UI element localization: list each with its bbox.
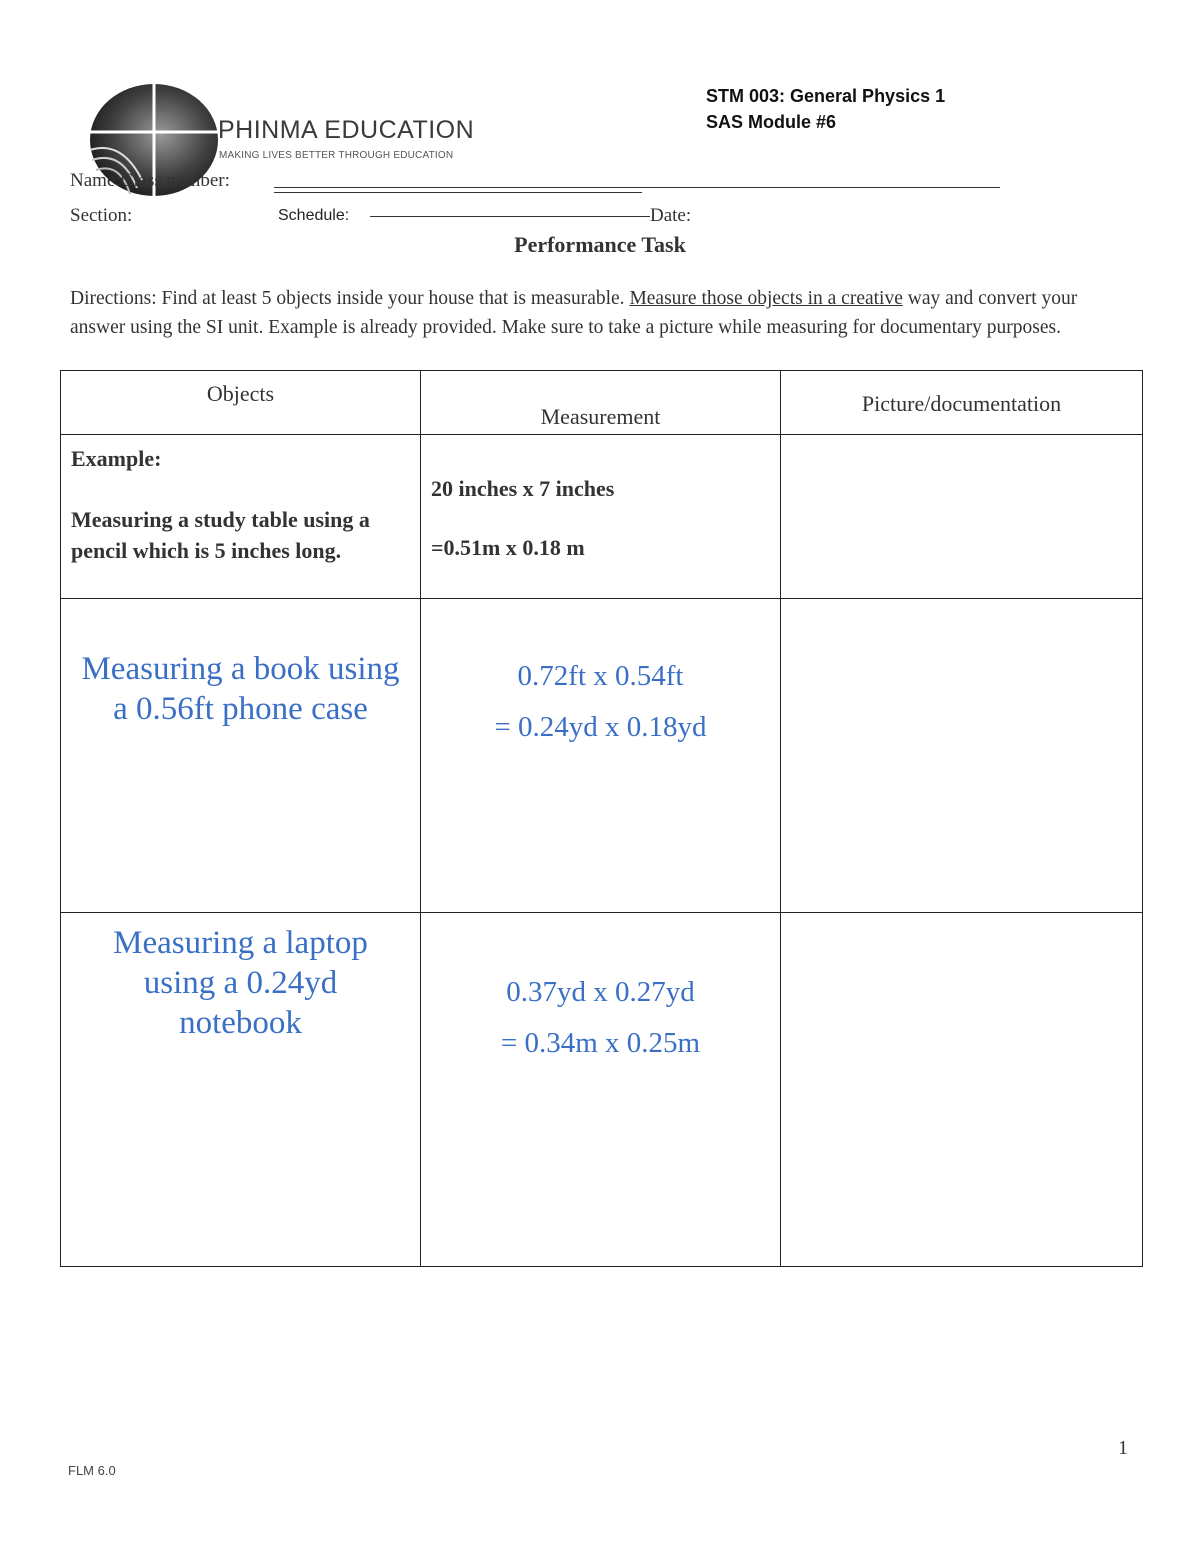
header-picture: Picture/documentation (781, 371, 1143, 435)
row2-measure-line1: 0.37yd x 0.27yd (506, 976, 695, 1008)
course-title: STM 003: General Physics 1 (706, 86, 946, 106)
row2-measure-line2: = 0.34m x 0.25m (500, 1027, 701, 1059)
example-measure-cell (421, 435, 781, 599)
row1-picture-cell (781, 599, 1143, 913)
logo-tagline: MAKING LIVES BETTER THROUGH EDUCATION (219, 150, 454, 161)
table-row-example (61, 435, 1143, 599)
name-line (274, 187, 1000, 188)
example-label: Example: (71, 446, 162, 471)
table-row (61, 599, 1143, 913)
directions-underlined: Measure those objects in a creative (629, 288, 903, 309)
section-label: Section: (70, 205, 133, 226)
row1-measure-line2: = 0.24yd x 0.18yd (494, 711, 707, 743)
name-class-label: Name:Class number: (70, 170, 230, 191)
row1-object-cell: Measuring a book using a 0.56ft phone case (61, 599, 421, 913)
example-object-text: Measuring a study table using a pencil which is 5 inches long. (71, 507, 370, 563)
logo-brand-text: PHINMA EDUCATION (218, 116, 475, 144)
row2-object-cell: Measuring a laptop using a 0.24yd notebook (61, 913, 421, 1267)
row1-measure-cell (421, 599, 781, 913)
row2-measure-cell (421, 913, 781, 1267)
example-picture-cell (781, 435, 1143, 599)
schedule-line (370, 216, 650, 217)
example-object-cell (61, 435, 421, 599)
date-label: Date: (650, 205, 692, 226)
example-measure-line2: =0.51m x 0.18 m (431, 535, 585, 560)
table-header-row (61, 371, 1143, 435)
page-number: 1 (1118, 1437, 1128, 1459)
row1-measure-line1: 0.72ft x 0.54ft (517, 660, 684, 692)
page-title: Performance Task (514, 232, 686, 257)
header-measurement: Measurement (421, 371, 781, 435)
row2-picture-cell (781, 913, 1143, 1267)
directions-text (70, 284, 1130, 342)
example-measure-line1: 20 inches x 7 inches (431, 476, 615, 501)
header-objects: Objects (61, 371, 421, 435)
table-row (61, 913, 1143, 1267)
schedule-label: Schedule: (278, 207, 350, 224)
performance-task-table (60, 370, 1143, 1267)
directions-part1: Directions: Find at least 5 objects inside your house that is measurable. (70, 288, 630, 309)
name-line-secondary (274, 192, 642, 193)
module-title: SAS Module #6 (706, 112, 837, 132)
footer-label: FLM 6.0 (68, 1463, 116, 1478)
directions-part2: way and convert your answer using the SI unit. Example is already provided. Make sure to take a picture while measuring for documentary purposes. (70, 288, 1078, 338)
